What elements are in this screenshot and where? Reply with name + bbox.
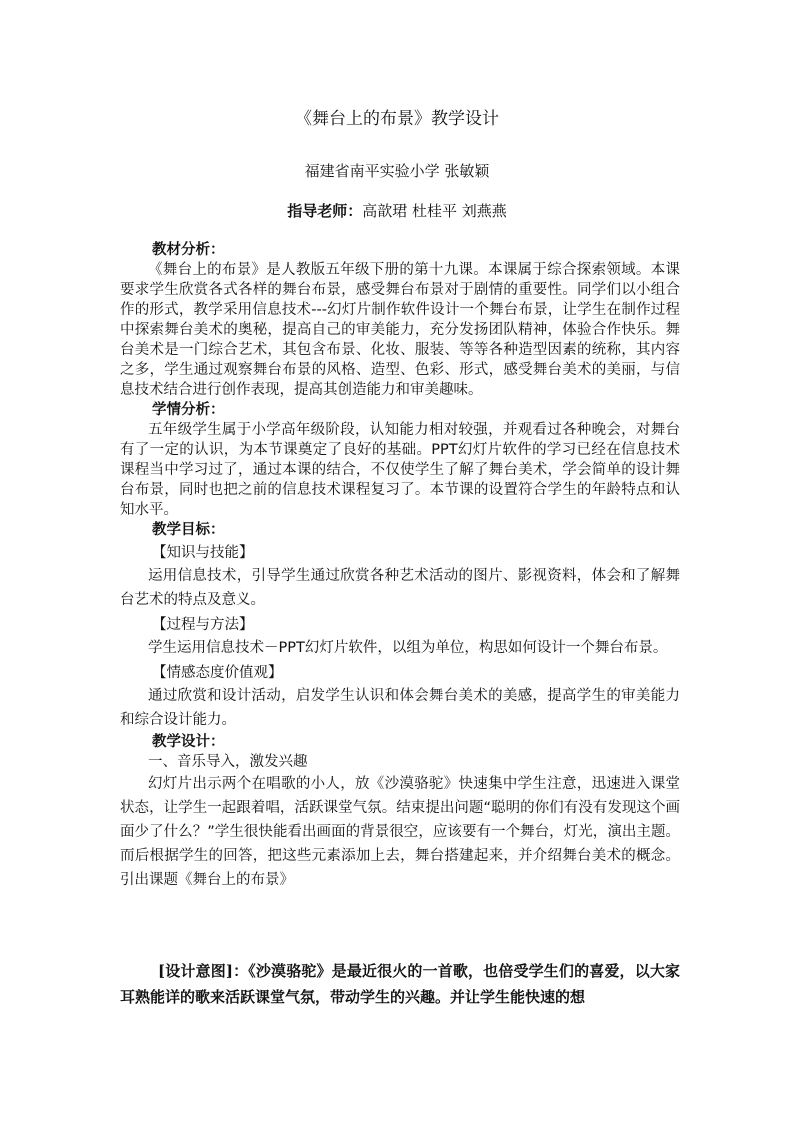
design-intent-paragraph: [设计意图]：《沙漠骆驼》是最近很火的一首歌，也倍受学生们的喜爱，以大家耳熟能详的歌来活跃课堂气氛，带动学生的兴趣。并让学生能快速的想 xyxy=(120,962,680,1006)
tag-process-methods: 【过程与方法】 xyxy=(152,617,254,633)
heading-student-analysis: 学情分析： xyxy=(152,402,225,418)
document-body xyxy=(120,240,680,892)
paragraph-knowledge-skills: 运用信息技术，引导学生通过欣赏各种艺术活动的图片、影视资料，体会和了解舞台艺术的特点及意义。 xyxy=(120,568,680,608)
heading-material-analysis: 教材分析： xyxy=(152,242,225,258)
step-music-intro: 一、音乐导入，激发兴趣 xyxy=(148,754,308,770)
advisor-label: 指导老师： xyxy=(287,202,363,220)
author-line: 福建省南平实验小学 张敏颖 xyxy=(304,162,490,180)
paragraph-process-methods: 学生运用信息技术－PPT幻灯片软件，以组为单位，构思如何设计一个舞台布景。 xyxy=(148,640,668,656)
heading-teaching-goals: 教学目标： xyxy=(152,522,225,538)
heading-teaching-design: 教学设计： xyxy=(152,734,225,750)
tag-emotion-values: 【情感态度价值观】 xyxy=(152,665,283,681)
paragraph-emotion-values: 通过欣赏和设计活动，启发学生认识和体会舞台美术的美感，提高学生的审美能力和综合设计能力。 xyxy=(120,688,680,728)
paragraph-student-analysis: 五年级学生属于小学高年级阶段，认知能力相对较强，并观看过各种晚会，对舞台有了一定的认识，为本节课奠定了良好的基础。PPT幻灯片软件的学习已经在信息技术课程当中学习过了，通过本课的结合，不仅使学生了解了舞台美术，学会简单的设计舞台布景，同时也把之前的信息技术课程复习了。本节课的设置符合学生的年龄特点和认知水平。 xyxy=(120,422,680,518)
advisor-line xyxy=(0,200,794,221)
document-title: 《舞台上的布景》教学设计 xyxy=(295,109,499,129)
tag-knowledge-skills: 【知识与技能】 xyxy=(152,545,254,561)
advisor-names: 高歆珺 杜桂平 刘燕燕 xyxy=(362,202,507,220)
paragraph-material-analysis: 《舞台上的布景》是人教版五年级下册的第十九课。本课属于综合探索领域。本课要求学生欣赏各式各样的舞台布景，感受舞台布景对于剧情的重要性。同学们以小组合作的形式，教学采用信息技术---幻灯片制作软件设计一个舞台布景，让学生在制作过程中探索舞台美术的奥秘，提高自己的审美能力，充分发扬团队精神，体验合作快乐。舞台美术是一门综合艺术，其包含布景、化妆、服装、等等各种造型因素的统称，其内容之多，学生通过观察舞台布景的风格、造型、色彩、形式，感受舞台美术的美丽，与信息技术结合进行创作表现，提高其创造能力和审美趣味。 xyxy=(120,262,680,398)
paragraph-music-intro: 幻灯片出示两个在唱歌的小人，放《沙漠骆驼》快速集中学生注意，迅速进入课堂状态，让学生一起跟着唱，活跃课堂气氛。结束提出问题“聪明的你们有没有发现这个画面少了什么？”学生很快能看出画面的背景很空，应该要有一个舞台，灯光，演出主题。而后根据学生的回答，把这些元素添加上去，舞台搭建起来，并介绍舞台美术的概念。引出课题《舞台上的布景》 xyxy=(120,776,680,888)
